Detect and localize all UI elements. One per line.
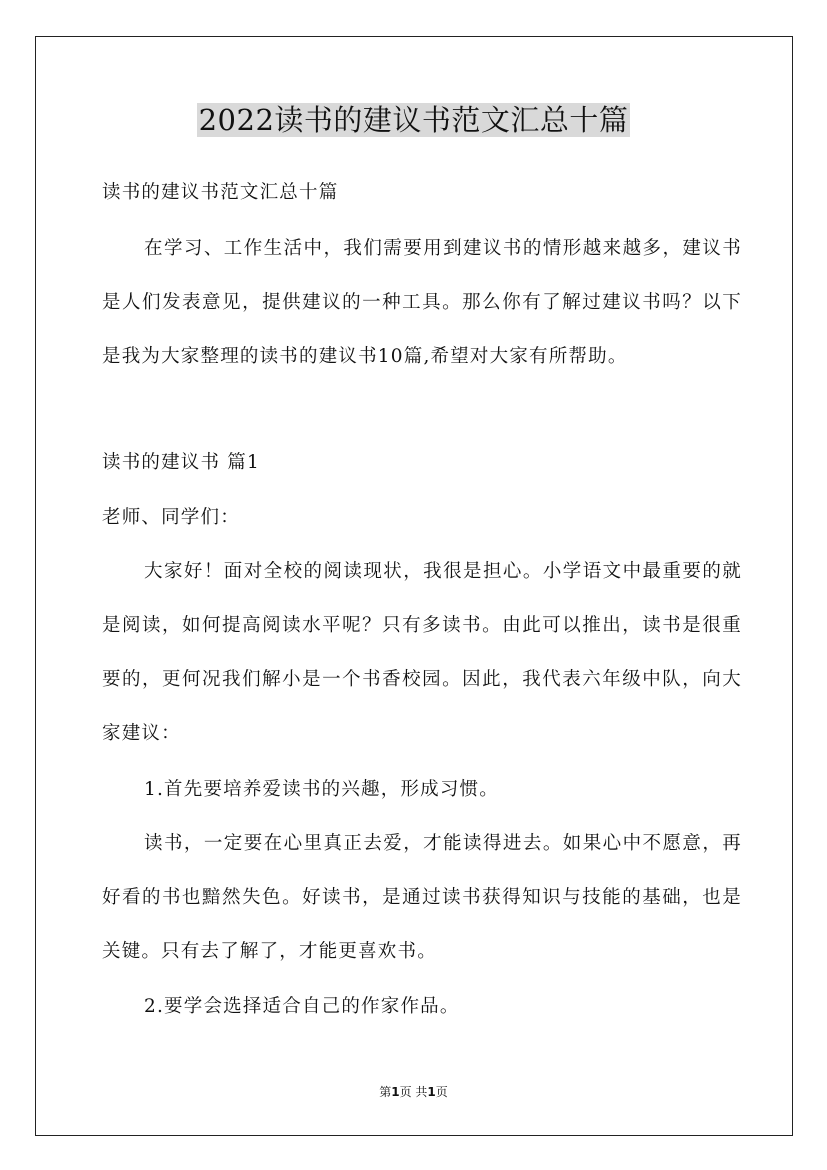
point-1: 1.首先要培养爱读书的兴趣，形成习惯。: [144, 779, 499, 800]
footer-page-mid: 页 共: [399, 1085, 428, 1099]
footer-page-current: 1: [391, 1085, 400, 1099]
document-subtitle: 读书的建议书范文汇总十篇: [102, 182, 339, 203]
body-paragraph-1: 大家好！面对全校的阅读现状，我很是担心。小学语文中最重要的就是阅读，如何提高阅读水平呢？只有多读书。由此可以推出，读书是很重要的，更何况我们解小是一个书香校园。因此，我代表六年级中队，向大家建议：: [102, 561, 742, 744]
point-2: 2.要学会选择适合自己的作家作品。: [144, 996, 460, 1017]
footer-page-total: 1: [427, 1085, 436, 1099]
document-title-text: 2022读书的建议书范文汇总十篇: [198, 103, 629, 137]
footer-page-prefix: 第: [379, 1085, 392, 1099]
section-heading: 读书的建议书 篇1: [102, 452, 260, 473]
document-title: [0, 100, 827, 140]
intro-paragraph: 在学习、工作生活中，我们需要用到建议书的情形越来越多，建议书是人们发表意见，提供建议的一种工具。那么你有了解过建议书吗？以下是我为大家整理的读书的建议书10篇,希望对大家有所帮助。: [102, 238, 742, 367]
body-paragraph-2: 读书，一定要在心里真正去爱，才能读得进去。如果心中不愿意，再好看的书也黯然失色。好读书，是通过读书获得知识与技能的基础，也是关键。只有去了解了，才能更喜欢书。: [102, 833, 742, 962]
salutation: 老师、同学们：: [102, 507, 240, 528]
page-footer: [0, 1084, 827, 1100]
footer-page-suffix: 页: [435, 1085, 448, 1099]
